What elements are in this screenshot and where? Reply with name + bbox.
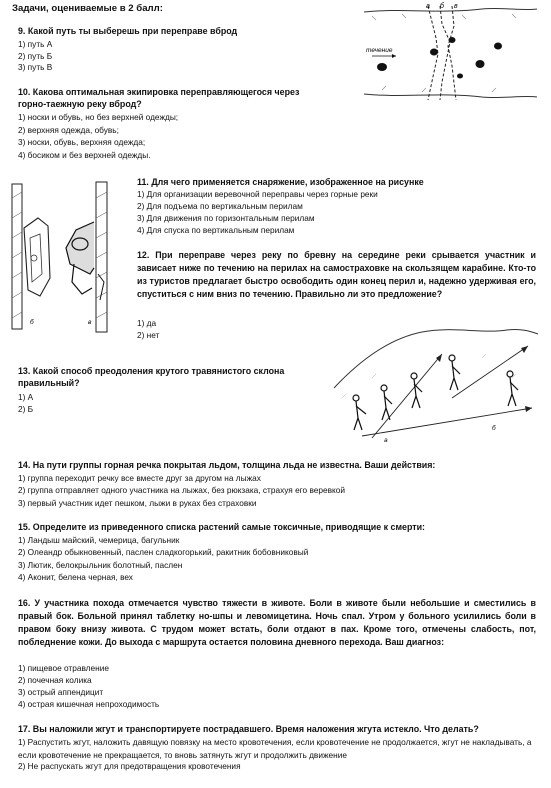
arrow-icon [392,54,396,58]
rock-icon [476,60,485,68]
hiker-icon [507,371,518,406]
rock-icon [457,74,463,79]
q15-option-3: 3) Лютик, белокрыльник болотный, паслен [18,559,183,570]
q17-title: 17. Вы наложили жгут и транспортируете пострадавшего. Время наложения жгута истекло. Что делать? [18,724,479,734]
q10-option-1: 1) носки и обувь, но без верхней одежды; [18,112,179,122]
q14-option-3: 3) первый участник идет пешком, лыжи в руках без страховки [18,497,257,508]
q11-option-3: 3) Для движения по горизонтальным перилам [137,213,315,223]
q17-option-1: 1) Распустить жгут, наложить давящую повязку на место кровотечения, если кровотечение не продолжается, жгут не накладывать, а если кровотечение не прекращается, то вновь затянуть жгут и продолжить движение [18,737,532,760]
q15-option-2: 2) Олеандр обыкновенный, паслен сладкогорький, ракитник бобовниковый [18,547,309,557]
hiker-icon [411,373,422,408]
path-b-line [440,6,450,100]
q11-option-1: 1) Для организации веревочной переправы через горные реки [137,189,378,199]
rock-icon [377,63,387,71]
rock-icon [430,49,438,56]
q13-option-2: 2) Б [18,404,34,414]
q15-option-4: 4) Аконит, белена черная, вех [18,572,133,582]
q9-option-2: 2) путь Б [18,50,53,61]
slope-crossing-figure [332,318,538,450]
q14-option-1: 1) группа переходит речку все вместе друг за другом на лыжах [18,472,261,483]
q12-option-2: 2) нет [137,330,160,340]
arrow-icon [525,406,532,412]
path-c-line [448,6,456,100]
figure-label-b: б [30,319,34,326]
path-c-label: в [454,3,458,10]
q11-option-2: 2) Для подъема по вертикальным перилам [137,201,303,211]
q15-title: 15. Определите из приведенного списка растений самые токсичные, приводящие к смерти: [18,522,426,532]
q11-option-4: 4) Для спуска по вертикальным перилам [137,225,295,235]
hiker-icon [381,385,392,420]
q10-option-2: 2) верхняя одежда, обувь; [18,124,119,135]
slope-label-a: а [384,437,388,444]
rock-icon [449,37,456,43]
q9-title: 9. Какой путь ты выберешь при переправе вброд [18,26,238,36]
q10-option-3: 3) носки, обувь, верхняя одежда; [18,137,146,147]
current-label: течение [366,47,393,54]
q10-option-4: 4) босиком и без верхней одежды. [18,149,151,160]
q10-title-line1: 10. Какова оптимальная экипировка переправляющегося через [18,87,300,97]
q13-title-line1: 13. Какой способ преодоления крутого травянистого склона [18,366,285,376]
rock-icon [494,43,502,50]
slope-label-b: б [492,425,496,432]
q16-option-1: 1) пищевое отравление [18,663,109,673]
q9-option-1: 1) путь А [18,39,53,49]
q9-option-3: 3) путь В [18,62,53,72]
path-a-label: а [426,3,430,10]
arrow-icon [521,346,528,353]
q16-option-2: 2) почечная колика [18,675,92,685]
page-header: Задачи, оцениваемые в 2 балл: [12,3,163,14]
figure-label-v: в [88,319,92,326]
q15-option-1: 1) Ландыш майский, чемерица, багульник [18,534,180,545]
q16-option-3: 3) острый аппендицит [18,687,104,697]
path-b-label: б [440,3,444,10]
q11-title: 11. Для чего применяется снаряжение, изображенное на рисунке [137,177,424,187]
hiker-icon [353,395,366,430]
q13-option-1: 1) А [18,392,34,402]
q14-option-2: 2) группа отправляет одного участника на лыжах, без рюкзака, страхуя его веревкой [18,485,345,495]
q10-title-line2: горно-таежную реку вброд? [18,98,142,109]
q12-text: 12. При переправе через реку по бревну на середине реки срывается участник и зависает ниже по течению на перилах на самостраховке на скользящем карабине. Кто-то из туристов предлагает быстро освободить один конец перил и, надежно удерживая его, спуститься с ним вниз по течению. Правильно ли это предложение? [137,250,536,300]
q17-option-2: 2) Не распускать жгут для предотвращения кровотечения [18,761,241,771]
hiker-icon [449,355,460,390]
river-crossing-figure [362,2,537,102]
climbing-equipment-figure [4,178,130,336]
q16-text: 16. У участника похода отмечается чувство тяжести в животе. Боли в животе были небольшие и сместились в правый бок. Больной принял таблетку но-шпы и левомицетина. Ночь спал. Утром у больного усилились боли в правом боку внизу живота. С трудом может встать, боли отдают в пах. Кроме того, отмечены слабость, пот, побледнение кожи. До выхода с маршрута остается половина дневного перехода. Ваш диагноз: [18,598,536,647]
q12-option-1: 1) да [137,318,157,328]
q16-option-4: 4) острая кишечная непроходимость [18,699,160,709]
q13-title-line2: правильный? [18,378,80,388]
q14-title: 14. На пути группы горная речка покрытая льдом, толщина льда не известна. Ваши действия: [18,460,436,470]
